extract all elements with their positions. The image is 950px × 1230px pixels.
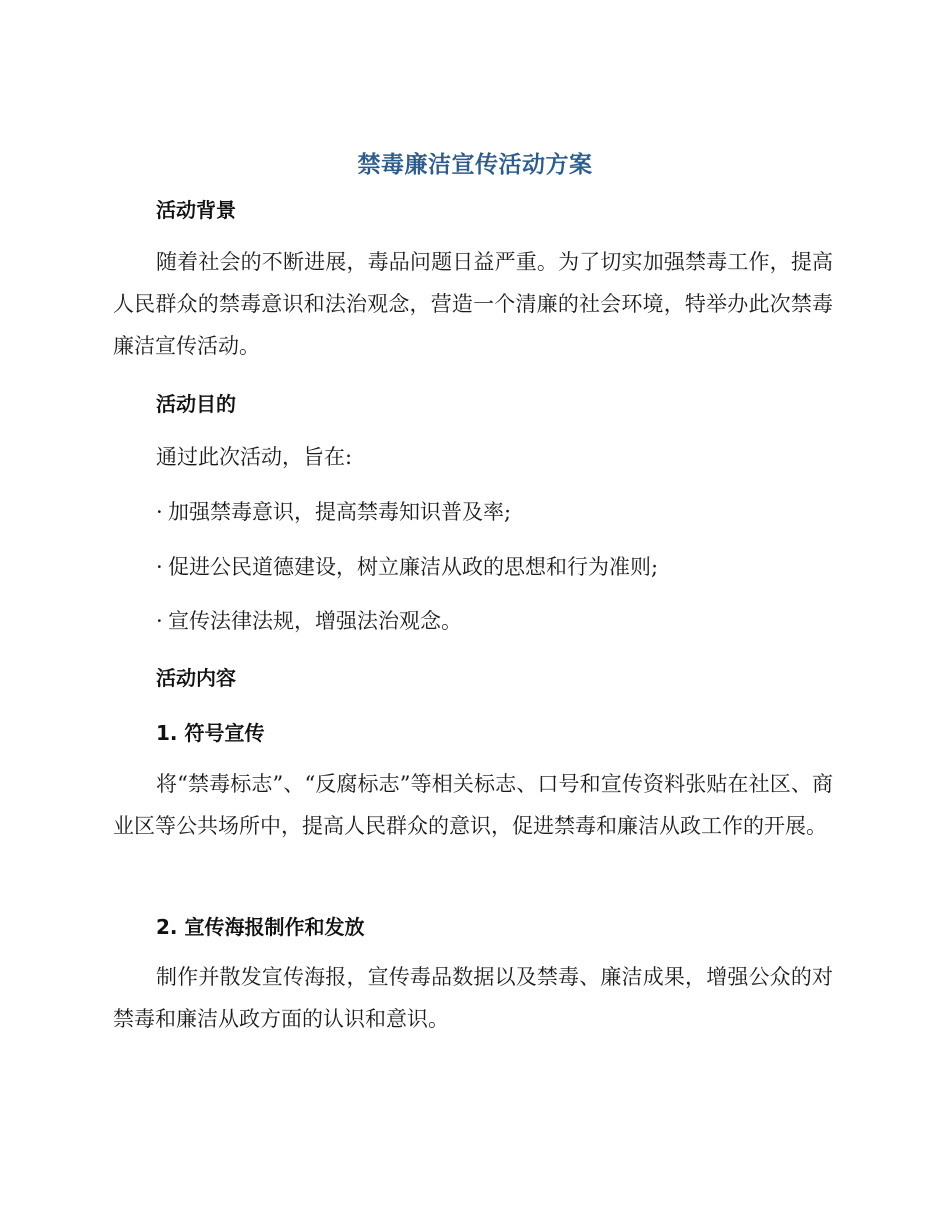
purpose-bullet-1	[156, 496, 511, 526]
bullet-text: 宣传法律法规，增强法治观念。	[168, 609, 462, 633]
content-subheading-1: 1. 符号宣传	[156, 721, 265, 745]
content-subheading-2: 2. 宣传海报制作和发放	[156, 915, 365, 939]
bullet-text: 加强禁毒意识，提高禁毒知识普及率;	[168, 500, 512, 524]
section-heading-background: 活动背景	[156, 198, 236, 222]
bullet-text: 促进公民道德建设，树立廉洁从政的思想和行为准则;	[168, 555, 659, 579]
bullet-dot-icon: ·	[156, 500, 163, 524]
purpose-bullet-2	[156, 551, 658, 581]
section-heading-purpose: 活动目的	[156, 392, 236, 416]
content-paragraph-1: 将“禁毒标志”、“反腐标志”等相关标志、口号和宣传资料张贴在社区、商业区等公共场所中，提高人民群众的意识，促进禁毒和廉洁从政工作的开展。	[113, 772, 833, 838]
section-heading-content: 活动内容	[156, 666, 236, 690]
purpose-bullet-3	[156, 605, 462, 635]
document-title: 禁毒廉洁宣传活动方案	[357, 152, 593, 178]
content-paragraph-2: 制作并散发宣传海报，宣传毒品数据以及禁毒、廉洁成果，增强公众的对禁毒和廉洁从政方面的认识和意识。	[113, 965, 833, 1031]
bullet-dot-icon: ·	[156, 555, 163, 579]
purpose-intro: 通过此次活动，旨在:	[156, 445, 353, 469]
bullet-dot-icon: ·	[156, 609, 163, 633]
background-paragraph: 随着社会的不断进展，毒品问题日益严重。为了切实加强禁毒工作，提高人民群众的禁毒意识和法治观念，营造一个清廉的社会环境，特举办此次禁毒廉洁宣传活动。	[113, 250, 833, 358]
